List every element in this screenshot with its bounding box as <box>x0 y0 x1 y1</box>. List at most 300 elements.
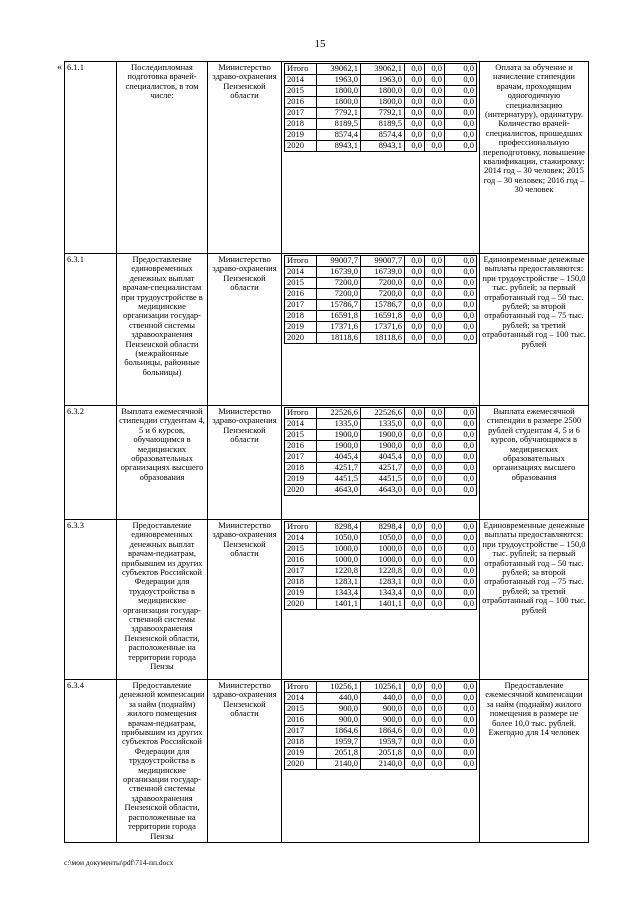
item-number: 6.3.1 <box>65 254 117 406</box>
federal-budget-value: 0,0 <box>405 693 425 704</box>
footer-file-path: c:\мои документы\pdf\714-пп.docx <box>64 858 174 867</box>
federal-budget-value: 0,0 <box>405 75 425 86</box>
total-value: 440,0 <box>317 693 361 704</box>
funding-year-row <box>285 333 477 344</box>
other-sources-value: 0,0 <box>445 544 477 555</box>
other-sources-value: 0,0 <box>445 256 477 267</box>
year-label: 2016 <box>285 441 317 452</box>
federal-budget-value: 0,0 <box>405 322 425 333</box>
regional-budget-value: 1800,0 <box>361 86 405 97</box>
program-table <box>64 61 589 843</box>
item-number: 6.1.1 <box>65 62 117 254</box>
year-label: 2015 <box>285 86 317 97</box>
local-budget-value: 0,0 <box>425 130 445 141</box>
local-budget-value: 0,0 <box>425 408 445 419</box>
local-budget-value: 0,0 <box>425 452 445 463</box>
funding-year-row <box>285 726 477 737</box>
total-value: 7200,0 <box>317 289 361 300</box>
year-label: Итого <box>285 64 317 75</box>
funding-year-row <box>285 522 477 533</box>
regional-budget-value: 1000,0 <box>361 544 405 555</box>
total-value: 900,0 <box>317 704 361 715</box>
other-sources-value: 0,0 <box>445 430 477 441</box>
item-executor: Министерство здраво-охранения Пензенской области <box>208 520 282 680</box>
item-executor: Министерство здраво-охранения Пензенской области <box>208 62 282 254</box>
funding-year-row <box>285 452 477 463</box>
local-budget-value: 0,0 <box>425 474 445 485</box>
regional-budget-value: 7200,0 <box>361 289 405 300</box>
year-label: 2015 <box>285 278 317 289</box>
federal-budget-value: 0,0 <box>405 97 425 108</box>
federal-budget-value: 0,0 <box>405 419 425 430</box>
funding-year-row <box>285 441 477 452</box>
regional-budget-value: 39062,1 <box>361 64 405 75</box>
item-name: Предоставление единовременных денежных выплат врачам-специалистам при трудоустройстве в медицинские организации государ-ственной системы здравоохранения Пензенской области (межрайонные больницы, районные больницы) <box>117 254 208 406</box>
regional-budget-value: 8189,5 <box>361 119 405 130</box>
federal-budget-value: 0,0 <box>405 289 425 300</box>
federal-budget-value: 0,0 <box>405 463 425 474</box>
local-budget-value: 0,0 <box>425 311 445 322</box>
federal-budget-value: 0,0 <box>405 682 425 693</box>
regional-budget-value: 2140,0 <box>361 759 405 770</box>
funding-year-row <box>285 577 477 588</box>
year-label: 2014 <box>285 693 317 704</box>
item-number: 6.3.2 <box>65 406 117 520</box>
regional-budget-value: 1335,0 <box>361 419 405 430</box>
local-budget-value: 0,0 <box>425 577 445 588</box>
regional-budget-value: 22526,6 <box>361 408 405 419</box>
year-label: 2014 <box>285 533 317 544</box>
year-label: 2016 <box>285 555 317 566</box>
total-value: 22526,6 <box>317 408 361 419</box>
local-budget-value: 0,0 <box>425 267 445 278</box>
total-value: 900,0 <box>317 715 361 726</box>
regional-budget-value: 1900,0 <box>361 430 405 441</box>
funding-table <box>284 63 477 152</box>
federal-budget-value: 0,0 <box>405 533 425 544</box>
other-sources-value: 0,0 <box>445 566 477 577</box>
funding-cell <box>282 62 480 254</box>
year-label: 2015 <box>285 704 317 715</box>
regional-budget-value: 1220,8 <box>361 566 405 577</box>
item-number: 6.3.3 <box>65 520 117 680</box>
local-budget-value: 0,0 <box>425 588 445 599</box>
funding-table <box>284 681 477 770</box>
local-budget-value: 0,0 <box>425 289 445 300</box>
year-label: Итого <box>285 408 317 419</box>
federal-budget-value: 0,0 <box>405 141 425 152</box>
funding-year-row <box>285 130 477 141</box>
year-label: 2019 <box>285 322 317 333</box>
year-label: 2017 <box>285 452 317 463</box>
local-budget-value: 0,0 <box>425 75 445 86</box>
regional-budget-value: 1343,4 <box>361 588 405 599</box>
year-label: 2016 <box>285 715 317 726</box>
year-label: Итого <box>285 522 317 533</box>
regional-budget-value: 8943,1 <box>361 141 405 152</box>
local-budget-value: 0,0 <box>425 726 445 737</box>
total-value: 1335,0 <box>317 419 361 430</box>
total-value: 8943,1 <box>317 141 361 152</box>
regional-budget-value: 15786,7 <box>361 300 405 311</box>
funding-year-row <box>285 533 477 544</box>
local-budget-value: 0,0 <box>425 108 445 119</box>
year-label: 2019 <box>285 748 317 759</box>
local-budget-value: 0,0 <box>425 86 445 97</box>
item-name: Последипломная подготовка врачей-специалистов, в том числе: <box>117 62 208 254</box>
federal-budget-value: 0,0 <box>405 311 425 322</box>
total-value: 99007,7 <box>317 256 361 267</box>
funding-year-row <box>285 267 477 278</box>
total-value: 8574,4 <box>317 130 361 141</box>
other-sources-value: 0,0 <box>445 533 477 544</box>
funding-year-row <box>285 737 477 748</box>
local-budget-value: 0,0 <box>425 119 445 130</box>
funding-year-row <box>285 485 477 496</box>
federal-budget-value: 0,0 <box>405 452 425 463</box>
expected-result: Выплата ежемесячной стипендии в размере 2500 рублей студентам 4, 5 и 6 курсов, обучающимся в медицинских образовательных организациях высшего образования <box>480 406 589 520</box>
funding-year-row <box>285 311 477 322</box>
other-sources-value: 0,0 <box>445 599 477 610</box>
other-sources-value: 0,0 <box>445 452 477 463</box>
other-sources-value: 0,0 <box>445 289 477 300</box>
total-value: 1900,0 <box>317 430 361 441</box>
funding-year-row <box>285 704 477 715</box>
regional-budget-value: 1800,0 <box>361 97 405 108</box>
funding-cell <box>282 406 480 520</box>
federal-budget-value: 0,0 <box>405 726 425 737</box>
item-name: Предоставление денежной компенсации за найм (поднайм) жилого помещения врачам-педиатрам, прибывшим из других субъектов Российской Федерации для трудоустройства в медицинские организации государ-ственной системы здравоохранения Пензенской области, расположенные на территории города Пензы <box>117 680 208 843</box>
year-label: 2020 <box>285 599 317 610</box>
regional-budget-value: 8574,4 <box>361 130 405 141</box>
regional-budget-value: 18118,6 <box>361 333 405 344</box>
local-budget-value: 0,0 <box>425 430 445 441</box>
year-label: 2014 <box>285 75 317 86</box>
federal-budget-value: 0,0 <box>405 267 425 278</box>
total-value: 1959,7 <box>317 737 361 748</box>
local-budget-value: 0,0 <box>425 737 445 748</box>
item-executor: Министерство здраво-охранения Пензенской области <box>208 406 282 520</box>
local-budget-value: 0,0 <box>425 485 445 496</box>
other-sources-value: 0,0 <box>445 408 477 419</box>
year-label: 2018 <box>285 737 317 748</box>
local-budget-value: 0,0 <box>425 419 445 430</box>
year-label: 2017 <box>285 300 317 311</box>
total-value: 1220,8 <box>317 566 361 577</box>
funding-year-row <box>285 419 477 430</box>
regional-budget-value: 1401,1 <box>361 599 405 610</box>
total-value: 1800,0 <box>317 86 361 97</box>
year-label: 2016 <box>285 97 317 108</box>
local-budget-value: 0,0 <box>425 555 445 566</box>
local-budget-value: 0,0 <box>425 64 445 75</box>
year-label: 2016 <box>285 289 317 300</box>
regional-budget-value: 1963,0 <box>361 75 405 86</box>
other-sources-value: 0,0 <box>445 311 477 322</box>
funding-year-row <box>285 278 477 289</box>
year-label: 2017 <box>285 108 317 119</box>
other-sources-value: 0,0 <box>445 322 477 333</box>
federal-budget-value: 0,0 <box>405 430 425 441</box>
total-value: 1900,0 <box>317 441 361 452</box>
federal-budget-value: 0,0 <box>405 715 425 726</box>
federal-budget-value: 0,0 <box>405 119 425 130</box>
other-sources-value: 0,0 <box>445 267 477 278</box>
total-value: 1343,4 <box>317 588 361 599</box>
year-label: 2018 <box>285 577 317 588</box>
total-value: 8189,5 <box>317 119 361 130</box>
item-number: 6.3.4 <box>65 680 117 843</box>
year-label: 2018 <box>285 311 317 322</box>
funding-year-row <box>285 75 477 86</box>
total-value: 16739,0 <box>317 267 361 278</box>
year-label: 2015 <box>285 544 317 555</box>
total-value: 16591,8 <box>317 311 361 322</box>
other-sources-value: 0,0 <box>445 130 477 141</box>
item-name: Предоставление единовременных денежных выплат врачам-педиатрам, прибывшим из других субъектов Российской Федерации для трудоустройства в медицинские организации государ-ственной системы здравоохранения Пензенской области, расположенные на территории города Пензы <box>117 520 208 680</box>
regional-budget-value: 900,0 <box>361 704 405 715</box>
other-sources-value: 0,0 <box>445 300 477 311</box>
federal-budget-value: 0,0 <box>405 333 425 344</box>
year-label: 2017 <box>285 566 317 577</box>
federal-budget-value: 0,0 <box>405 256 425 267</box>
regional-budget-value: 16591,8 <box>361 311 405 322</box>
regional-budget-value: 7200,0 <box>361 278 405 289</box>
funding-year-row <box>285 555 477 566</box>
federal-budget-value: 0,0 <box>405 748 425 759</box>
funding-year-row <box>285 289 477 300</box>
funding-year-row <box>285 256 477 267</box>
total-value: 10256,1 <box>317 682 361 693</box>
funding-year-row <box>285 544 477 555</box>
federal-budget-value: 0,0 <box>405 64 425 75</box>
funding-table <box>284 521 477 610</box>
item-executor: Министерство здраво-охранения Пензенской области <box>208 680 282 843</box>
item-executor: Министерство здраво-охранения Пензенской области <box>208 254 282 406</box>
local-budget-value: 0,0 <box>425 704 445 715</box>
year-label: 2015 <box>285 430 317 441</box>
federal-budget-value: 0,0 <box>405 86 425 97</box>
regional-budget-value: 4045,4 <box>361 452 405 463</box>
table-row <box>65 62 589 254</box>
local-budget-value: 0,0 <box>425 463 445 474</box>
table-row <box>65 406 589 520</box>
local-budget-value: 0,0 <box>425 278 445 289</box>
other-sources-value: 0,0 <box>445 441 477 452</box>
local-budget-value: 0,0 <box>425 759 445 770</box>
expected-result: Единовременные денежные выплаты предоставляются: при трудоустройстве – 150,0 тыс. рублей; за первый отработанный год – 50 тыс. рублей; за второй отработанный год – 75 тыс. рублей; за третий отработанный год – 100 тыс. рублей <box>480 254 589 406</box>
funding-year-row <box>285 141 477 152</box>
year-label: Итого <box>285 682 317 693</box>
regional-budget-value: 7792,1 <box>361 108 405 119</box>
other-sources-value: 0,0 <box>445 555 477 566</box>
quote-mark: « <box>57 62 62 73</box>
federal-budget-value: 0,0 <box>405 599 425 610</box>
federal-budget-value: 0,0 <box>405 555 425 566</box>
year-label: 2018 <box>285 119 317 130</box>
federal-budget-value: 0,0 <box>405 588 425 599</box>
funding-year-row <box>285 599 477 610</box>
local-budget-value: 0,0 <box>425 141 445 152</box>
funding-year-row <box>285 322 477 333</box>
funding-year-row <box>285 474 477 485</box>
other-sources-value: 0,0 <box>445 86 477 97</box>
year-label: Итого <box>285 256 317 267</box>
funding-cell <box>282 520 480 680</box>
expected-result: Оплата за обучение и начисление стипендии врачам, проходящим одногодичную специализацию (интернатуру), ординатуру. Количество врачей-специалистов, прошедших профессиональную переподготовку, повышение квалификации, стажировку: 2014 год – 30 человек; 2015 год – 30 человек; 2016 год – 30 человек <box>480 62 589 254</box>
federal-budget-value: 0,0 <box>405 474 425 485</box>
funding-year-row <box>285 430 477 441</box>
table-row <box>65 520 589 680</box>
other-sources-value: 0,0 <box>445 333 477 344</box>
funding-year-row <box>285 715 477 726</box>
regional-budget-value: 440,0 <box>361 693 405 704</box>
funding-cell <box>282 680 480 843</box>
regional-budget-value: 1959,7 <box>361 737 405 748</box>
other-sources-value: 0,0 <box>445 141 477 152</box>
local-budget-value: 0,0 <box>425 322 445 333</box>
regional-budget-value: 4643,0 <box>361 485 405 496</box>
year-label: 2020 <box>285 333 317 344</box>
total-value: 1401,1 <box>317 599 361 610</box>
other-sources-value: 0,0 <box>445 485 477 496</box>
funding-year-row <box>285 682 477 693</box>
funding-year-row <box>285 463 477 474</box>
federal-budget-value: 0,0 <box>405 577 425 588</box>
federal-budget-value: 0,0 <box>405 737 425 748</box>
federal-budget-value: 0,0 <box>405 522 425 533</box>
local-budget-value: 0,0 <box>425 522 445 533</box>
other-sources-value: 0,0 <box>445 278 477 289</box>
federal-budget-value: 0,0 <box>405 408 425 419</box>
federal-budget-value: 0,0 <box>405 441 425 452</box>
other-sources-value: 0,0 <box>445 588 477 599</box>
other-sources-value: 0,0 <box>445 577 477 588</box>
funding-year-row <box>285 86 477 97</box>
table-row <box>65 680 589 843</box>
funding-table <box>284 407 477 496</box>
other-sources-value: 0,0 <box>445 474 477 485</box>
local-budget-value: 0,0 <box>425 300 445 311</box>
total-value: 17371,6 <box>317 322 361 333</box>
total-value: 15786,7 <box>317 300 361 311</box>
total-value: 1800,0 <box>317 97 361 108</box>
total-value: 4045,4 <box>317 452 361 463</box>
regional-budget-value: 2051,8 <box>361 748 405 759</box>
total-value: 1050,0 <box>317 533 361 544</box>
total-value: 2140,0 <box>317 759 361 770</box>
funding-year-row <box>285 108 477 119</box>
total-value: 2051,8 <box>317 748 361 759</box>
year-label: 2020 <box>285 141 317 152</box>
total-value: 1864,6 <box>317 726 361 737</box>
total-value: 8298,4 <box>317 522 361 533</box>
total-value: 4451,5 <box>317 474 361 485</box>
local-budget-value: 0,0 <box>425 682 445 693</box>
local-budget-value: 0,0 <box>425 441 445 452</box>
other-sources-value: 0,0 <box>445 75 477 86</box>
regional-budget-value: 17371,6 <box>361 322 405 333</box>
local-budget-value: 0,0 <box>425 333 445 344</box>
other-sources-value: 0,0 <box>445 693 477 704</box>
total-value: 4643,0 <box>317 485 361 496</box>
other-sources-value: 0,0 <box>445 759 477 770</box>
federal-budget-value: 0,0 <box>405 759 425 770</box>
total-value: 1000,0 <box>317 544 361 555</box>
federal-budget-value: 0,0 <box>405 130 425 141</box>
local-budget-value: 0,0 <box>425 97 445 108</box>
year-label: 2020 <box>285 485 317 496</box>
other-sources-value: 0,0 <box>445 715 477 726</box>
local-budget-value: 0,0 <box>425 599 445 610</box>
expected-result: Предоставление ежемесячной компенсации за найм (поднайм) жилого помещения в размере не более 10,0 тыс. рублей. Ежегодно для 14 человек <box>480 680 589 843</box>
federal-budget-value: 0,0 <box>405 278 425 289</box>
local-budget-value: 0,0 <box>425 256 445 267</box>
local-budget-value: 0,0 <box>425 533 445 544</box>
local-budget-value: 0,0 <box>425 544 445 555</box>
federal-budget-value: 0,0 <box>405 108 425 119</box>
other-sources-value: 0,0 <box>445 522 477 533</box>
regional-budget-value: 900,0 <box>361 715 405 726</box>
local-budget-value: 0,0 <box>425 566 445 577</box>
local-budget-value: 0,0 <box>425 748 445 759</box>
federal-budget-value: 0,0 <box>405 485 425 496</box>
regional-budget-value: 1864,6 <box>361 726 405 737</box>
funding-year-row <box>285 97 477 108</box>
federal-budget-value: 0,0 <box>405 544 425 555</box>
other-sources-value: 0,0 <box>445 64 477 75</box>
other-sources-value: 0,0 <box>445 737 477 748</box>
federal-budget-value: 0,0 <box>405 704 425 715</box>
funding-year-row <box>285 748 477 759</box>
year-label: 2018 <box>285 463 317 474</box>
page-number: 15 <box>314 38 326 50</box>
total-value: 39062,1 <box>317 64 361 75</box>
other-sources-value: 0,0 <box>445 463 477 474</box>
regional-budget-value: 4251,7 <box>361 463 405 474</box>
year-label: 2014 <box>285 419 317 430</box>
funding-year-row <box>285 693 477 704</box>
regional-budget-value: 8298,4 <box>361 522 405 533</box>
funding-year-row <box>285 566 477 577</box>
regional-budget-value: 1050,0 <box>361 533 405 544</box>
local-budget-value: 0,0 <box>425 715 445 726</box>
total-value: 18118,6 <box>317 333 361 344</box>
regional-budget-value: 1283,1 <box>361 577 405 588</box>
other-sources-value: 0,0 <box>445 108 477 119</box>
other-sources-value: 0,0 <box>445 726 477 737</box>
other-sources-value: 0,0 <box>445 419 477 430</box>
table-row <box>65 254 589 406</box>
federal-budget-value: 0,0 <box>405 300 425 311</box>
regional-budget-value: 1900,0 <box>361 441 405 452</box>
other-sources-value: 0,0 <box>445 97 477 108</box>
regional-budget-value: 16739,0 <box>361 267 405 278</box>
total-value: 1000,0 <box>317 555 361 566</box>
local-budget-value: 0,0 <box>425 693 445 704</box>
total-value: 7792,1 <box>317 108 361 119</box>
year-label: 2017 <box>285 726 317 737</box>
funding-year-row <box>285 759 477 770</box>
funding-year-row <box>285 588 477 599</box>
other-sources-value: 0,0 <box>445 704 477 715</box>
item-name: Выплата ежемесячной стипендии студентам 4, 5 и 6 курсов, обучающимся в медицинских образовательных организациях высшего образования <box>117 406 208 520</box>
year-label: 2020 <box>285 759 317 770</box>
other-sources-value: 0,0 <box>445 682 477 693</box>
funding-year-row <box>285 408 477 419</box>
total-value: 4251,7 <box>317 463 361 474</box>
regional-budget-value: 4451,5 <box>361 474 405 485</box>
